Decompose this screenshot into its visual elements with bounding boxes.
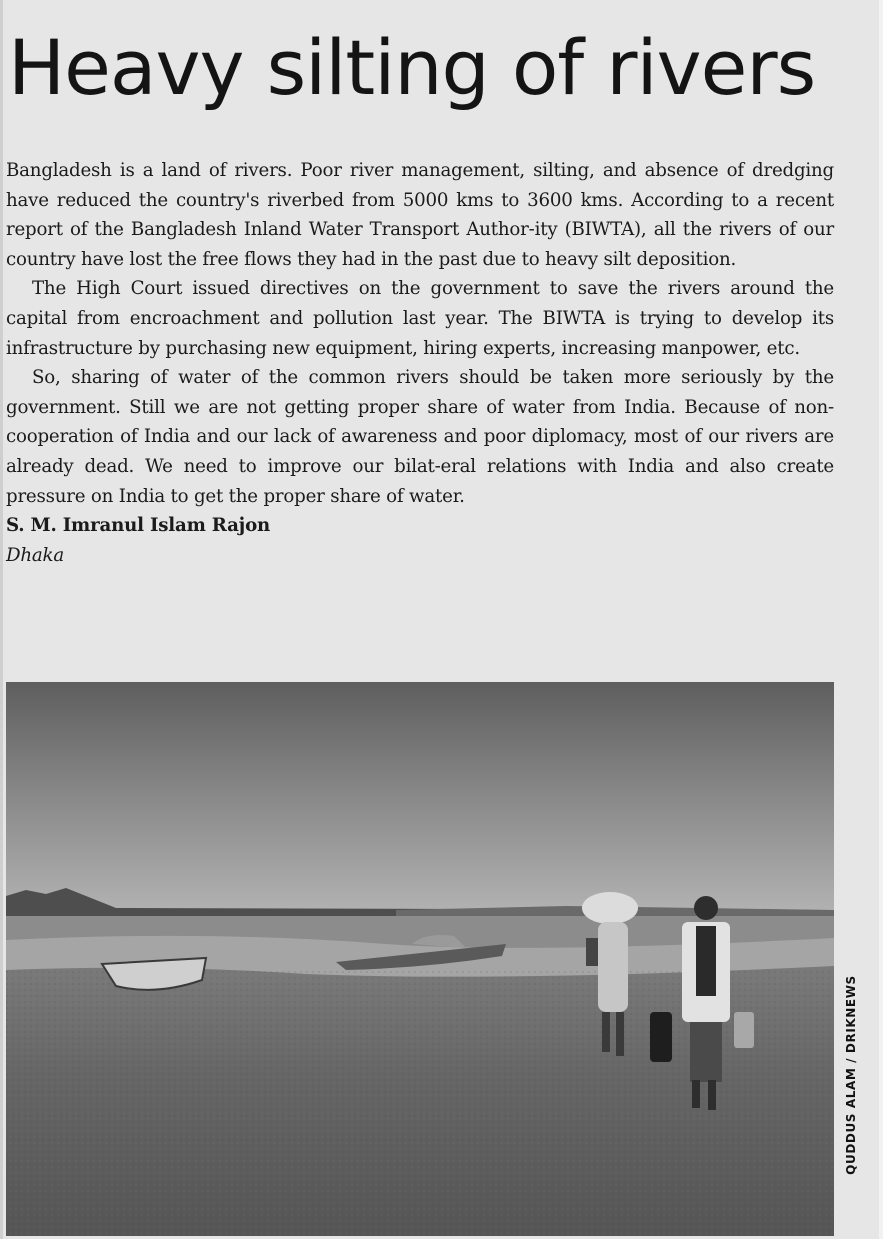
paragraph-3: So, sharing of water of the common rivers should be taken more seriously by the government. Still we are not getting proper share of water from India. Because of non-cooperation of India and our lack of awareness and poor diplomacy, most of our rivers are already dead. We need to improve our bilat-eral relations with India and also create pressure on India to get the proper share of water.	[6, 367, 834, 507]
page-edge-right	[879, 0, 883, 1239]
sky	[6, 682, 834, 918]
riverbed-photo	[6, 682, 834, 1236]
author-name: S. M. Imranul Islam Rajon	[6, 515, 271, 537]
article-body	[6, 156, 834, 570]
photo-credit-text: QUDDUS ALAM / DRIKNEWS	[844, 975, 858, 1175]
paragraph-1: Bangladesh is a land of rivers. Poor river management, silting, and absence of dredging have reduced the country's riverbed from 5000 kms to 3600 kms. According to a recent report of the Bangladesh Inland Water Transport Author-ity (BIWTA), all the rivers of our country have lost the free flows they had in the past due to heavy silt deposition.	[6, 160, 834, 270]
headline: Heavy silting of rivers	[8, 23, 816, 112]
paragraph-2: The High Court issued directives on the government to save the rivers around the capital from encroachment and pollution last year. The BIWTA is trying to develop its infrastructure by purchasing new equipment, hiring experts, increasing manpower, etc.	[6, 278, 834, 359]
page-edge-left	[0, 0, 3, 1239]
author-location: Dhaka	[6, 544, 65, 566]
photo-illustration	[6, 682, 834, 1236]
